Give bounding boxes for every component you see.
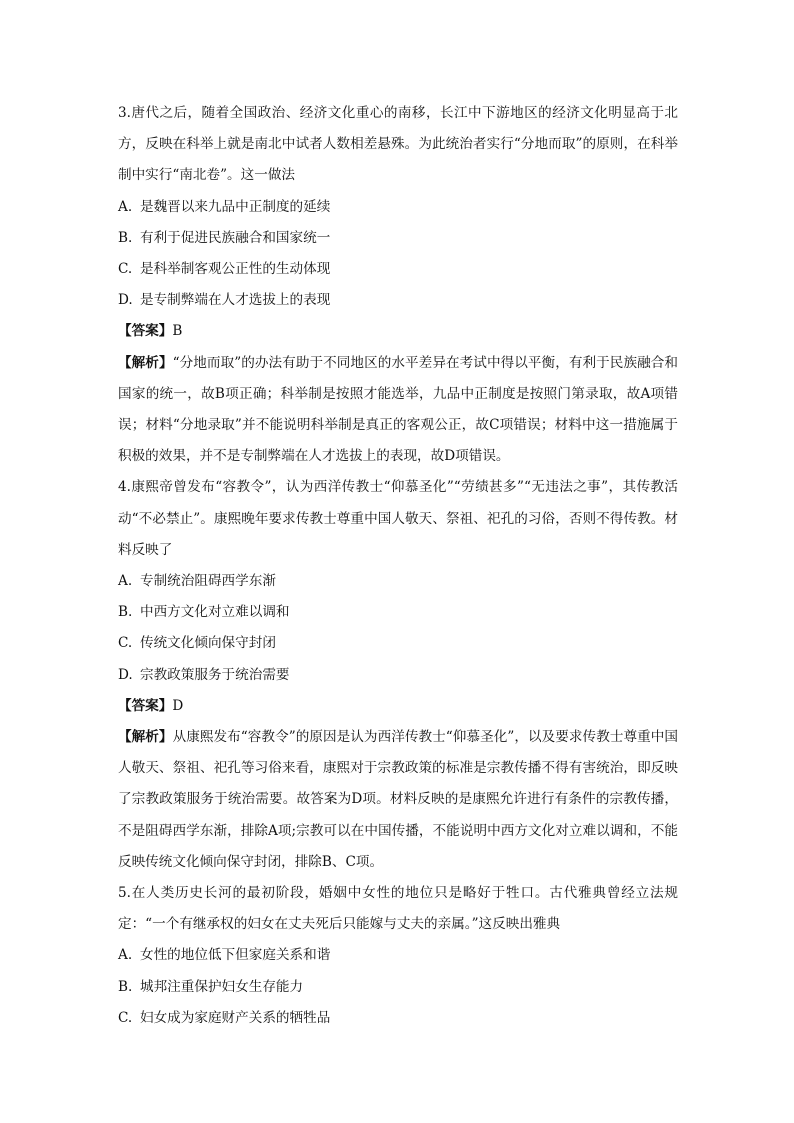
option-letter: C. [118,635,133,652]
question-4-option-d [118,660,678,691]
analysis-text: 从康熙发布“容教令”的原因是认为西洋传教士“仰慕圣化”，以及要求传教士尊重中国人敬天、祭祖、祀孔等习俗来看，康熙对于宗教政策的标准是宗教传播不得有害统治，即反映了宗教政策服务于统治需要。故答案为D项。材料反映的是康熙允许进行有条件的宗教传播，不是阻碍西学东渐，排除A项;宗教可以在中国传播，不能说明中西方文化对立难以调和，不能反映传统文化倾向保守封闭，排除B、C项。 [118,729,679,870]
option-text: 是科举制客观公正性的生动体现 [140,261,331,278]
question-5-option-a [118,940,678,971]
question-3-stem: 3.唐代之后，随着全国政治、经济文化重心的南移，长江中下游地区的经济文化明显高于北方，反映在科举上就是南北中试者人数相差悬殊。为此统治者实行“分地而取”的原则，在科举制中实行“南北卷”。这一做法 [118,105,678,184]
option-text: 中西方文化对立难以调和 [140,604,290,621]
option-letter: D. [118,292,133,309]
option-text: 传统文化倾向保守封闭 [140,635,276,652]
option-text: 是专制弊端在人才选拔上的表现 [140,292,331,309]
question-3-option-d [118,285,678,316]
question-4-option-b [118,597,678,628]
option-letter: A. [118,947,133,964]
answer-value: D [172,697,184,714]
analysis-tag: 【解析】 [118,729,173,746]
option-letter: B. [118,604,133,621]
question-3-analysis [118,348,678,473]
option-letter: B. [118,978,133,995]
question-5-option-b [118,972,678,1003]
option-text: 宗教政策服务于统治需要 [140,666,290,683]
option-text: 女性的地位低下但家庭关系和谐 [140,947,331,964]
question-3-option-a [118,192,678,223]
analysis-text: “分地而取”的办法有助于不同地区的水平差异在考试中得以平衡，有利于民族融合和国家的统一，故B项正确；科举制是按照才能选举，九品中正制度是按照门第录取，故A项错误；材料“分地录取”并不能说明科举制是真正的客观公正，故C项错误；材料中这一措施属于积极的效果，并不是专制弊端在人才选拔上的表现，故D项错误。 [118,354,678,465]
question-content [118,98,678,1034]
answer-tag: 【答案】 [118,323,173,340]
option-text: 专制统治阻碍西学东渐 [140,573,276,590]
option-letter: C. [118,1009,133,1026]
option-letter: C. [118,261,133,278]
option-text: 妇女成为家庭财产关系的牺牲品 [140,1009,331,1026]
question-5-stem: 5.在人类历史长河的最初阶段，婚姻中女性的地位只是略好于牲口。古代雅典曾经立法规定：“一个有继承权的妇女在丈夫死后只能嫁与丈夫的亲属。”这反映出雅典 [118,885,678,933]
question-4-option-a [118,566,678,597]
option-text: 城邦注重保护妇女生存能力 [140,978,304,995]
option-text: 是魏晋以来九品中正制度的延续 [140,198,331,215]
analysis-tag: 【解析】 [118,354,173,371]
answer-value: B [172,323,183,340]
option-letter: D. [118,666,133,683]
question-3-answer [118,316,678,347]
question-4-answer [118,691,678,722]
answer-tag: 【答案】 [118,697,173,714]
question-5-option-c [118,1003,678,1034]
option-letter: A. [118,198,133,215]
question-3-option-c [118,254,678,285]
question-4-analysis [118,722,678,878]
question-4-option-c [118,628,678,659]
option-letter: B. [118,229,133,246]
option-letter: A. [118,573,133,590]
question-3-option-b [118,223,678,254]
option-text: 有利于促进民族融合和国家统一 [140,229,331,246]
question-4-stem: 4.康熙帝曾发布“容教令”，认为西洋传教士“仰慕圣化”“劳绩甚多”“无违法之事”，其传教活动“不必禁止”。康熙晚年要求传教士尊重中国人敬天、祭祖、祀孔的习俗，否则不得传教。材料反映了 [118,479,678,558]
